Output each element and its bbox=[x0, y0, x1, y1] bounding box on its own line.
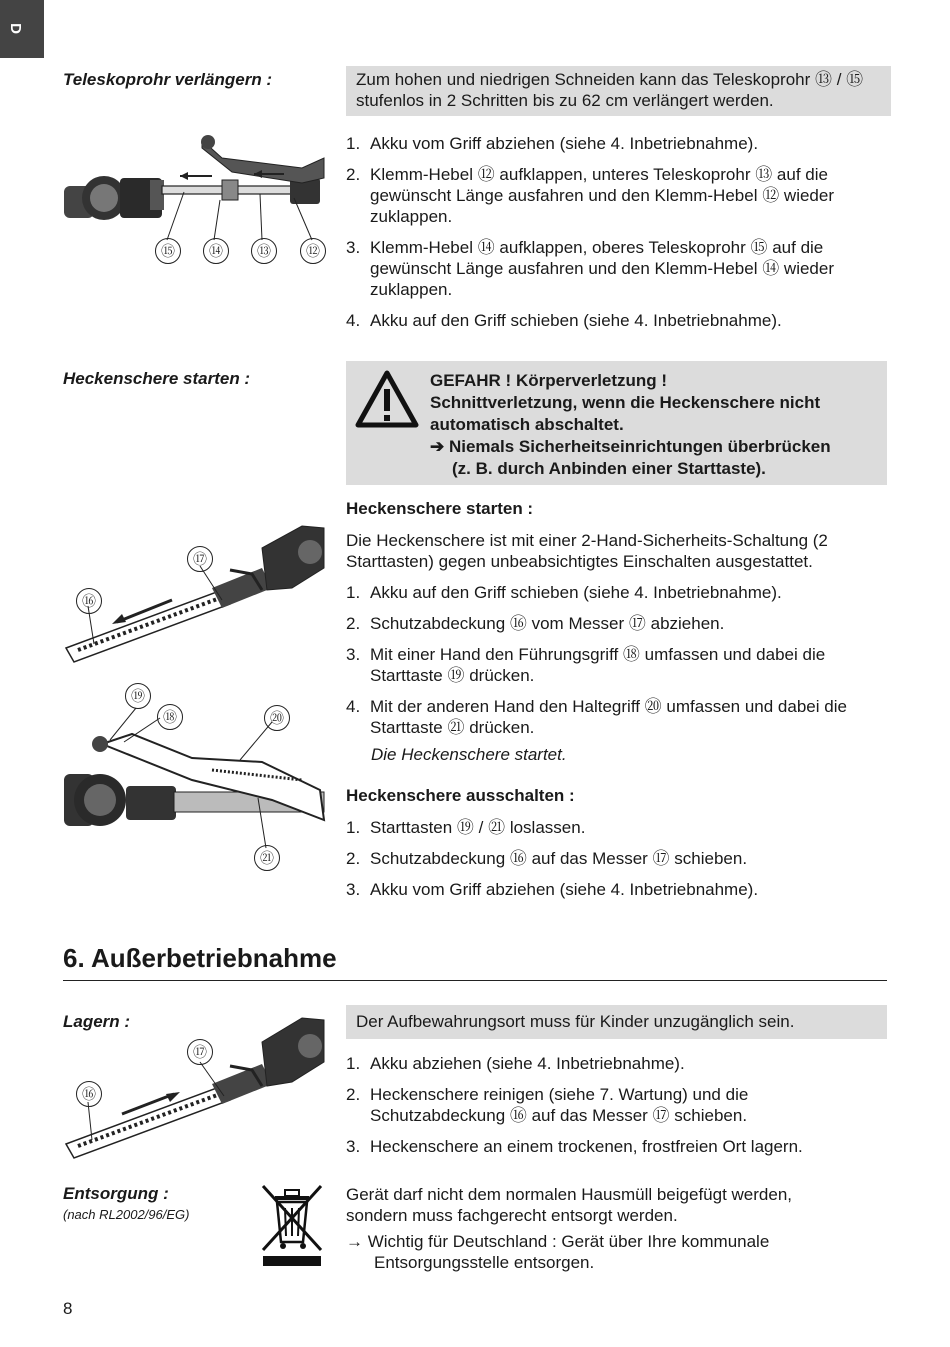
steps-telescope bbox=[346, 133, 886, 341]
section-title-telescope: Teleskoprohr verlängern : bbox=[63, 70, 273, 89]
list-item: 1. Starttasten ⑲ / ㉑ loslassen. bbox=[346, 818, 586, 837]
telescope-illustration bbox=[62, 128, 326, 268]
callout-12: ⑫ bbox=[300, 238, 326, 264]
section-title-start: Heckenschere starten : bbox=[63, 369, 251, 388]
callout-16: ⑯ bbox=[76, 1081, 102, 1107]
callout-18: ⑱ bbox=[157, 704, 183, 730]
weee-bin-icon bbox=[261, 1184, 323, 1268]
section-divider bbox=[63, 980, 887, 981]
list-item: 3. Mit einer Hand den Führungsgriff ⑱ umfassen und dabei die Starttaste ⑲ drücken. bbox=[346, 645, 826, 685]
warning-box bbox=[346, 361, 887, 485]
callout-21: ㉑ bbox=[254, 845, 280, 871]
start-heading: Heckenschere starten : bbox=[346, 499, 534, 518]
language-tab-label: D bbox=[6, 23, 24, 34]
hedge-trimmer-cover-illustration bbox=[62, 518, 326, 668]
callout-13: ⑬ bbox=[251, 238, 277, 264]
note-storage: Der Aufbewahrungsort muss für Kinder unzugänglich sein. bbox=[346, 1005, 887, 1039]
list-item: 1. Akku vom Griff abziehen (siehe 4. Inbetriebnahme). bbox=[346, 134, 759, 153]
note-telescope: Zum hohen und niedrigen Schneiden kann das Teleskoprohr ⑬ / ⑮ stufenlos in 2 Schritten bis zu 62 cm verlängert werden. bbox=[346, 66, 891, 116]
list-item: 2. Klemm-Hebel ⑫ aufklappen, unteres Teleskoprohr ⑬ auf die gewünscht Länge ausfahren und den Klemm-Hebel ⑫ wieder zuklappen. bbox=[346, 165, 834, 226]
list-item: 1. Akku abziehen (siehe 4. Inbetriebnahme). bbox=[346, 1054, 685, 1073]
start-result: Die Heckenschere startet. bbox=[371, 745, 567, 764]
list-item: 4. Akku auf den Griff schieben (siehe 4. Inbetriebnahme). bbox=[346, 311, 782, 330]
section-title-disposal: Entsorgung : bbox=[63, 1184, 169, 1203]
language-tab bbox=[0, 0, 44, 58]
callout-15: ⑮ bbox=[155, 238, 181, 264]
hedge-trimmer-storage-illustration bbox=[62, 1010, 326, 1162]
callout-17: ⑰ bbox=[187, 546, 213, 572]
steps-stop bbox=[346, 817, 886, 910]
callout-17: ⑰ bbox=[187, 1039, 213, 1065]
list-item: 2. Heckenschere reinigen (siehe 7. Wartung) und die Schutzabdeckung ⑯ auf das Messer ⑰ schieben. bbox=[346, 1085, 749, 1125]
section-title-storage: Lagern : bbox=[63, 1012, 131, 1031]
warning-text: GEFAHR ! Körperverletzung ! Schnittverletzung, wenn die Heckenschere nicht automatisch abschaltet. ➔ Niemals Sicherheitseinrichtungen überbrücken (z. B. durch Anbinden einer Starttaste). bbox=[430, 371, 831, 478]
disposal-regulation: (nach RL2002/96/EG) bbox=[63, 1207, 190, 1222]
list-item: 3. Klemm-Hebel ⑭ aufklappen, oberes Teleskoprohr ⑮ auf die gewünscht Länge ausfahren und den Klemm-Hebel ⑭ wieder zuklappen. bbox=[346, 238, 834, 299]
list-item: 2. Schutzabdeckung ⑯ auf das Messer ⑰ schieben. bbox=[346, 849, 748, 868]
disposal-text: Gerät darf nicht dem normalen Hausmüll beigefügt werden, sondern muss fachgerecht entsorgt werden. bbox=[346, 1185, 793, 1225]
stop-heading: Heckenschere ausschalten : bbox=[346, 786, 575, 805]
list-item: 3. Akku vom Griff abziehen (siehe 4. Inbetriebnahme). bbox=[346, 880, 759, 899]
list-item: 2. Schutzabdeckung ⑯ vom Messer ⑰ abziehen. bbox=[346, 614, 725, 633]
list-item: 4. Mit der anderen Hand den Haltegriff ⑳ umfassen und dabei die Starttaste ㉑ drücken. bbox=[346, 697, 847, 737]
page-number: 8 bbox=[63, 1299, 73, 1318]
list-item: 3. Heckenschere an einem trockenen, frostfreien Ort lagern. bbox=[346, 1137, 803, 1156]
disposal-arrow-text: → Wichtig für Deutschland : Gerät über Ihre kommunale Entsorgungsstelle entsorgen. bbox=[346, 1232, 770, 1272]
steps-start bbox=[346, 582, 886, 742]
callout-20: ⑳ bbox=[264, 705, 290, 731]
list-item: 1. Akku auf den Griff schieben (siehe 4. Inbetriebnahme). bbox=[346, 583, 782, 602]
start-intro: Die Heckenschere ist mit einer 2-Hand-Sicherheits-Schaltung (2 Starttasten) gegen unbeabsichtigtes Einschalten ausgestattet. bbox=[346, 531, 828, 571]
section-heading: 6. Außerbetriebnahme bbox=[63, 943, 337, 973]
callout-16: ⑯ bbox=[76, 588, 102, 614]
callout-19: ⑲ bbox=[125, 683, 151, 709]
callout-14: ⑭ bbox=[203, 238, 229, 264]
warning-triangle-icon bbox=[354, 369, 420, 429]
steps-storage bbox=[346, 1053, 886, 1167]
